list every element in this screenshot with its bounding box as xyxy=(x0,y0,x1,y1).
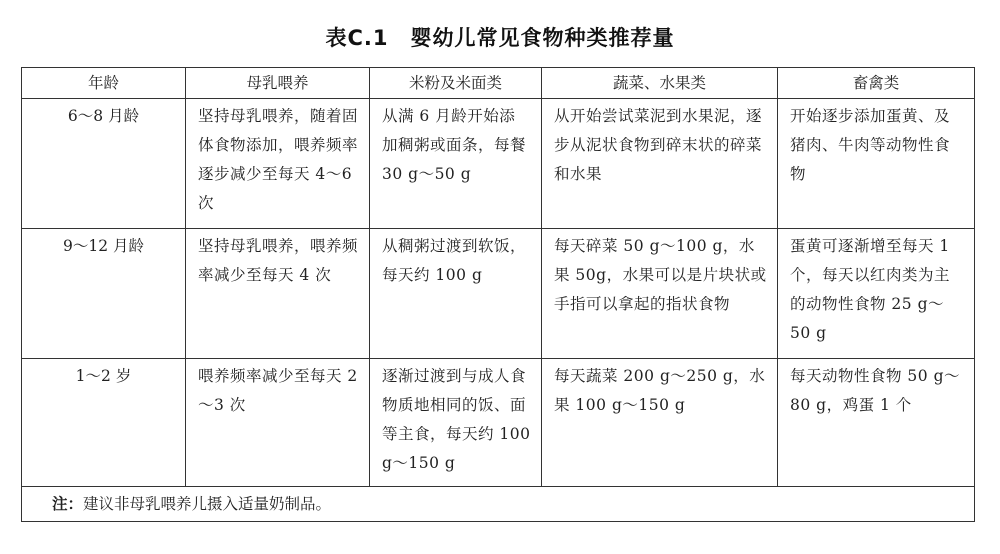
note-cell xyxy=(22,487,975,522)
table-row xyxy=(22,229,975,359)
cereal-cell: 从满 6 月龄开始添加稠粥或面条，每餐 30 g～50 g xyxy=(370,99,542,229)
breastfeeding-cell: 喂养频率减少至每天 2～3 次 xyxy=(186,359,370,487)
header-age: 年龄 xyxy=(22,68,186,99)
table-title-text: 婴幼儿常见食物种类推荐量 xyxy=(410,26,675,50)
cereal-cell: 从稠粥过渡到软饭，每天约 100 g xyxy=(370,229,542,359)
table-row xyxy=(22,99,975,229)
age-cell: 1～2 岁 xyxy=(22,359,186,487)
breastfeeding-cell: 坚持母乳喂养，随着固体食物添加，喂养频率逐步减少至每天 4～6 次 xyxy=(186,99,370,229)
header-breastfeeding: 母乳喂养 xyxy=(186,68,370,99)
note-label: 注： xyxy=(52,494,84,513)
table-title xyxy=(0,22,1000,52)
header-cereal: 米粉及米面类 xyxy=(370,68,542,99)
meat-cell: 开始逐步添加蛋黄、及猪肉、牛肉等动物性食物 xyxy=(778,99,975,229)
meat-cell: 蛋黄可逐渐增至每天 1 个，每天以红肉类为主的动物性食物 25 g～50 g xyxy=(778,229,975,359)
header-meat: 畜禽类 xyxy=(778,68,975,99)
note-text: 建议非母乳喂养儿摄入适量奶制品。 xyxy=(83,494,332,513)
age-cell: 6～8 月龄 xyxy=(22,99,186,229)
header-row xyxy=(22,68,975,99)
table-row xyxy=(22,359,975,487)
food-recommendation-table xyxy=(21,67,975,522)
meat-cell: 每天动物性食物 50 g～80 g，鸡蛋 1 个 xyxy=(778,359,975,487)
veg-fruit-cell: 每天蔬菜 200 g～250 g，水果 100 g～150 g xyxy=(542,359,778,487)
breastfeeding-cell: 坚持母乳喂养，喂养频率减少至每天 4 次 xyxy=(186,229,370,359)
veg-fruit-cell: 从开始尝试菜泥到水果泥，逐步从泥状食物到碎末状的碎菜和水果 xyxy=(542,99,778,229)
table-number: 表C.1 xyxy=(325,26,389,50)
age-cell: 9～12 月龄 xyxy=(22,229,186,359)
veg-fruit-cell: 每天碎菜 50 g～100 g，水果 50g，水果可以是片块状或手指可以拿起的指状食物 xyxy=(542,229,778,359)
header-veg-fruit: 蔬菜、水果类 xyxy=(542,68,778,99)
cereal-cell: 逐渐过渡到与成人食物质地相同的饭、面等主食，每天约 100 g～150 g xyxy=(370,359,542,487)
note-row xyxy=(22,487,975,522)
